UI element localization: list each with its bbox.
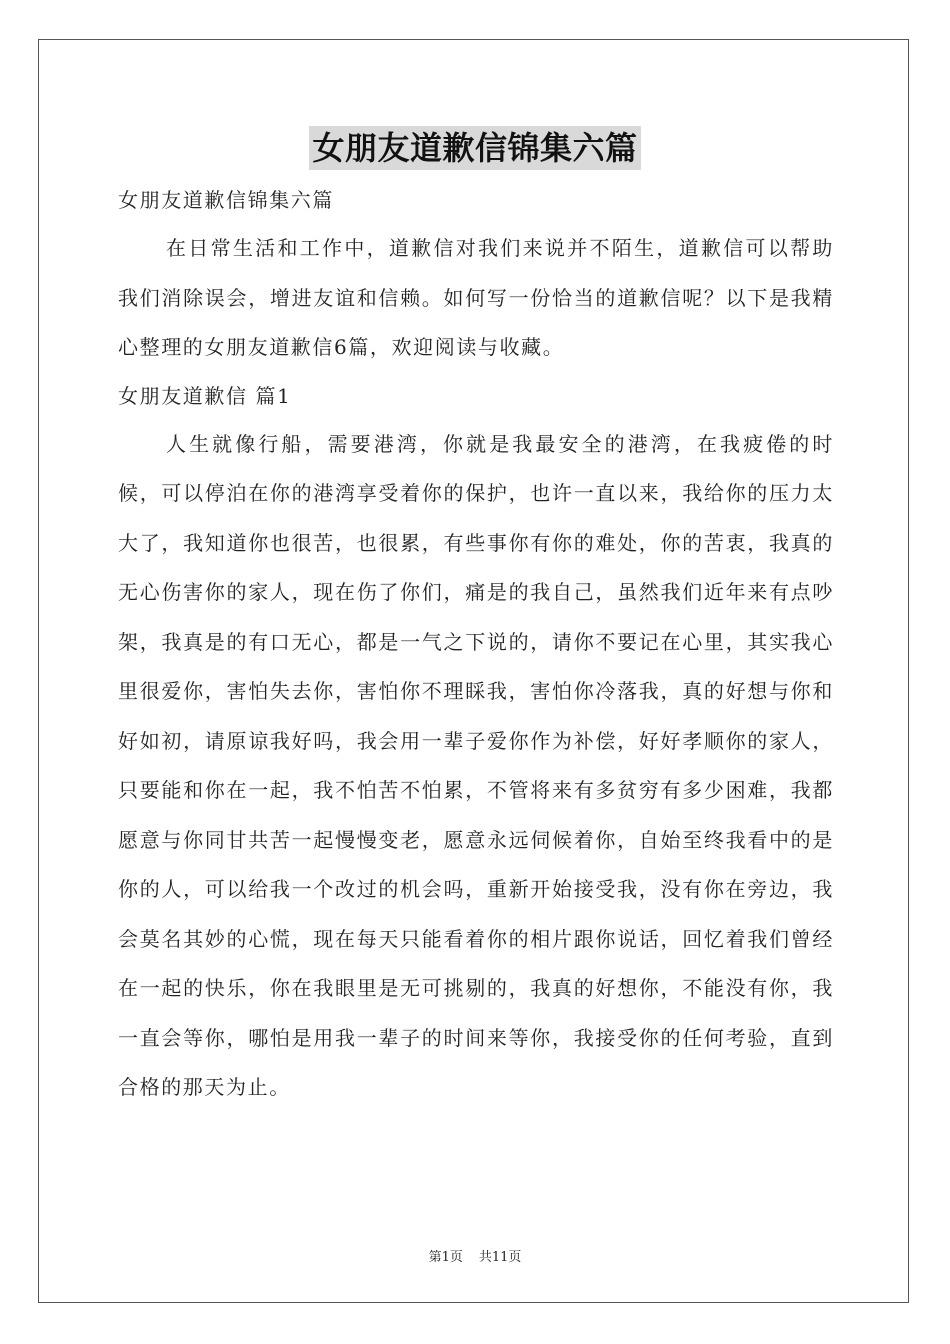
title-container — [0, 126, 950, 170]
current-page-number: 第1页 — [428, 1250, 463, 1265]
document-body — [118, 177, 834, 1113]
letter-paragraph: 人生就像行船，需要港湾，你就是我最安全的港湾，在我疲倦的时候，可以停泊在你的港湾享受着你的保护，也许一直以来，我给你的压力太大了，我知道你也很苦，也很累，有些事你有你的难处，你的苦衷，我真的无心伤害你的家人，现在伤了你们，痛是的我自己，虽然我们近年来有点吵架，我真是的有口无心，都是一气之下说的，请你不要记在心里，其实我心里很爱你，害怕失去你，害怕你不理睬我，害怕你冷落我，真的好想与你和好如初，请原谅我好吗，我会用一辈子爱你作为补偿，好好孝顺你的家人，只要能和你在一起，我不怕苦不怕累，不管将来有多贫穷有多少困难，我都愿意与你同甘共苦一起慢慢变老，愿意永远伺候着你，自始至终我看中的是你的人，可以给我一个改过的机会吗，重新开始接受我，没有你在旁边，我会莫名其妙的心慌，现在每天只能看着你的相片跟你说话，回忆着我们曾经在一起的快乐，你在我眼里是无可挑剔的，我真的好想你，不能没有你，我一直会等你，哪怕是用我一辈子的时间来等你，我接受你的任何考验，直到合格的那天为止。 — [118, 431, 834, 1099]
total-pages: 共11页 — [478, 1250, 522, 1265]
document-title: 女朋友道歉信锦集六篇 — [309, 126, 640, 170]
section-heading: 女朋友道歉信 篇1 — [118, 383, 292, 408]
intro-paragraph: 在日常生活和工作中，道歉信对我们来说并不陌生，道歉信可以帮助我们消除误会，增进友谊和信赖。如何写一份恰当的道歉信呢？以下是我精心整理的女朋友道歉信6篇，欢迎阅读与收藏。 — [118, 236, 834, 359]
page-footer — [0, 1246, 950, 1265]
document-subtitle: 女朋友道歉信锦集六篇 — [118, 188, 334, 212]
